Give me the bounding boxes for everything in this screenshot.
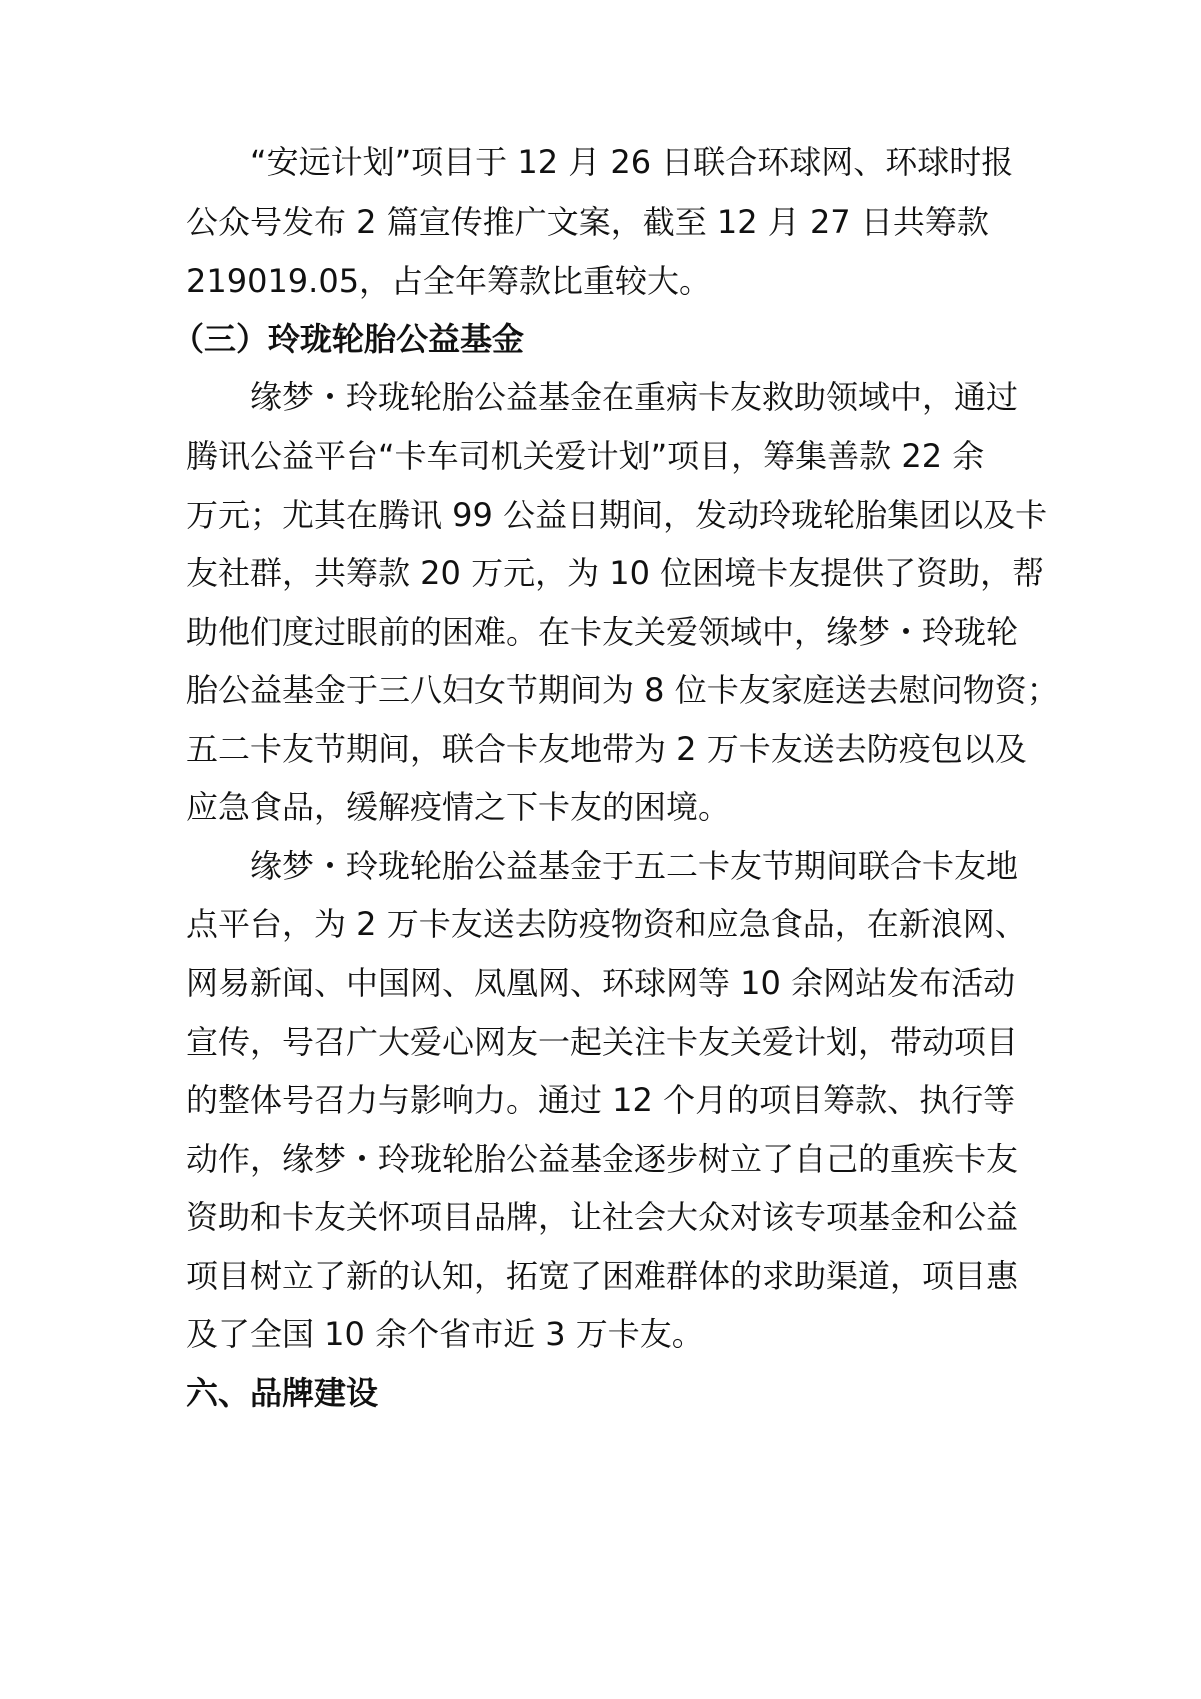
paragraph-linglong-line-7: 五二卡友节期间，联合卡友地带为 2 万卡友送去防疫包以及	[186, 730, 1027, 768]
paragraph-truckers-day-line-4: 宣传，号召广大爱心网友一起关注卡友关爱计划，带动项目	[186, 1023, 1019, 1061]
paragraph-linglong-line-4: 友社群，共筹款 20 万元，为 10 位困境卡友提供了资助，帮	[186, 554, 1045, 592]
paragraph-truckers-day-line-3: 网易新闻、中国网、凤凰网、环球网等 10 余网站发布活动	[186, 964, 1016, 1002]
paragraph-linglong-line-3: 万元；尤其在腾讯 99 公益日期间，发动玲珑轮胎集团以及卡	[186, 496, 1048, 534]
paragraph-linglong-line-6: 胎公益基金于三八妇女节期间为 8 位卡友家庭送去慰问物资；	[186, 671, 1059, 709]
paragraph-linglong-line-8: 应急食品，缓解疫情之下卡友的困境。	[186, 788, 731, 826]
section-heading-brand-building: 六、品牌建设	[186, 1374, 379, 1412]
paragraph-truckers-day-line-2: 点平台，为 2 万卡友送去防疫物资和应急食品，在新浪网、	[186, 905, 1027, 943]
paragraph-truckers-day-line-8: 项目树立了新的认知，拓宽了困难群体的求助渠道，项目惠	[186, 1257, 1019, 1295]
paragraph-anyuan-line-1: “安远计划”项目于 12 月 26 日联合环球网、环球时报	[250, 143, 1014, 181]
section-heading-linglong-fund: （三）玲珑轮胎公益基金	[172, 320, 525, 358]
paragraph-anyuan-line-3: 219019.05，占全年筹款比重较大。	[186, 262, 712, 300]
paragraph-truckers-day-line-5: 的整体号召力与影响力。通过 12 个月的项目筹款、执行等	[186, 1081, 1016, 1119]
paragraph-truckers-day-line-9: 及了全国 10 余个省市近 3 万卡友。	[186, 1315, 704, 1353]
paragraph-linglong-line-5: 助他们度过眼前的困难。在卡友关爱领域中，缘梦・玲珑轮	[186, 613, 1019, 651]
paragraph-truckers-day-line-6: 动作，缘梦・玲珑轮胎公益基金逐步树立了自己的重疾卡友	[186, 1140, 1019, 1178]
paragraph-linglong-line-2: 腾讯公益平台“卡车司机关爱计划”项目，筹集善款 22 余	[186, 437, 985, 475]
paragraph-truckers-day-line-7: 资助和卡友关怀项目品牌，让社会大众对该专项基金和公益	[186, 1198, 1019, 1236]
paragraph-linglong-line-1: 缘梦・玲珑轮胎公益基金在重病卡友救助领域中，通过	[250, 378, 1019, 416]
paragraph-anyuan-line-2: 公众号发布 2 篇宣传推广文案，截至 12 月 27 日共筹款	[186, 203, 989, 241]
paragraph-truckers-day-line-1: 缘梦・玲珑轮胎公益基金于五二卡友节期间联合卡友地	[250, 847, 1019, 885]
